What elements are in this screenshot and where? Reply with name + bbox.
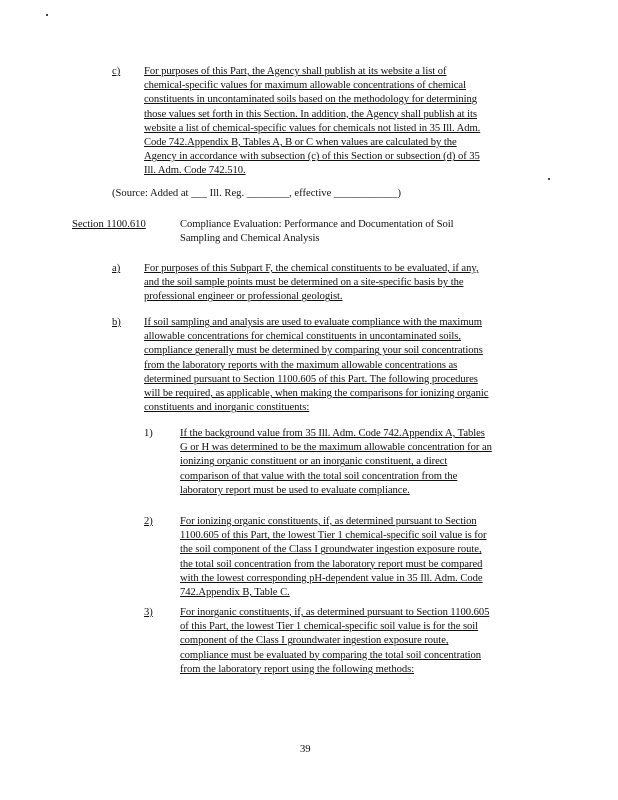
subsection-c-line: Agency in accordance with subsection (c) of this Section or subsection (d) of 35 [144,151,480,163]
subsection-c-text [144,65,480,179]
subsection-c-line: website a list of chemical-specific values for chemicals not listed in 35 Ill. Adm. [144,122,481,134]
subsection-c-line: Code 742.Appendix B, Tables A, B or C when values are calculated by the [144,137,457,149]
item-3-text [180,606,489,677]
subsection-c-line: those values set forth in this Section. In addition, the Agency shall publish at its [144,108,477,120]
section-label: Section 1100.610 [72,219,146,230]
source-note: (Source: Added at ___ Ill. Reg. ________, effective ____________) [112,188,402,199]
page-number: 39 [300,744,311,755]
subsection-a-label-text: a) [112,263,121,274]
subsection-b-line: will be required, as applicable, when making the comparisons for ionizing organic [144,388,489,400]
subsection-a-text [144,262,478,305]
item-1-line: laboratory report must be used to evaluate compliance. [180,484,410,496]
subsection-a-line: professional engineer or professional geologist. [144,291,343,303]
subsection-b-line: compliance generally must be determined by comparing your soil concentrations [144,345,483,357]
subsection-c-line: For purposes of this Part, the Agency shall publish at its website a list of [144,66,447,77]
item-1-text [180,427,492,498]
subsection-b-text [144,316,488,415]
subsection-b-label [112,316,121,330]
subsection-c-line: chemical-specific values for maximum allowable concentrations of chemical [144,80,466,92]
item-2-line: 742.Appendix B, Table C. [180,587,290,599]
subsection-a-label [112,262,120,276]
item-3-line: component of the Class I groundwater ingestion exposure route, [180,635,449,647]
item-2-line: For ionizing organic constituents, if, as determined pursuant to Section [180,516,477,527]
subsection-b-line: constituents and inorganic constituents: [144,402,310,414]
subsection-c-line: constituents in uncontaminated soils based on the methodology for determining [144,94,478,106]
item-2-text [180,515,487,600]
subsection-b-line: allowable concentrations for chemical constituents in uncontaminated soils, [144,331,461,343]
subsection-b-line: If soil sampling and analysis are used to evaluate compliance with the maximum [144,317,482,328]
subsection-b-line: determined pursuant to Section 1100.605 of this Part. The following procedures [144,373,478,385]
item-3-line: of this Part, the lowest Tier 1 chemical-specific soil value is for the soil [180,621,479,633]
item-3-label [144,606,153,620]
subsection-c-label [112,65,120,79]
subsection-b-line: from the laboratory reports with the maximum allowable concentrations as [144,359,458,371]
item-2-line: the total soil concentration from the laboratory report must be compared [180,558,483,570]
item-2-line: the soil component of the Class I groundwater ingestion exposure route, [180,544,482,556]
item-3-line: from the laboratory report using the following methods: [180,663,415,675]
section-title-line: Sampling and Chemical Analysis [180,233,320,245]
item-1-line: comparison of that value with the total soil concentration from the [180,470,458,482]
item-2-line: with the lowest corresponding pH-dependent value in 35 Ill. Adm. Code [180,572,483,584]
subsection-b-label-text: b) [112,317,121,328]
item-1-line: ionizing organic constituent or an inorganic constituent, a direct [180,456,448,468]
scan-speck [548,178,550,180]
section-title [180,218,454,246]
item-3-line: For inorganic constituents, if, as determined pursuant to Section 1100.605 [180,607,490,618]
item-1-label: 1) [144,428,153,439]
subsection-c-label-text: c) [112,66,121,77]
subsection-a-line: and the soil sample points must be determined on a site-specific basis by the [144,277,464,289]
item-2-label [144,515,153,529]
item-1-line: If the background value from 35 Ill. Adm. Code 742.Appendix A, Tables [180,428,485,439]
item-2-label-text: 2) [144,516,153,527]
item-3-label-text: 3) [144,607,153,618]
section-title-line: Compliance Evaluation: Performance and Documentation of Soil [180,219,454,230]
item-1-line: G or H was determined to be the maximum allowable concentration for an [180,442,492,454]
item-2-line: 1100.605 of this Part, the lowest Tier 1 chemical-specific soil value is for [180,530,487,542]
scan-speck [46,14,48,16]
subsection-c-line: Ill. Adm. Code 742.510. [144,165,246,177]
subsection-a-line: For purposes of this Subpart F, the chemical constituents to be evaluated, if any, [144,263,479,274]
item-3-line: compliance must be evaluated by comparing the total soil concentration [180,649,481,661]
